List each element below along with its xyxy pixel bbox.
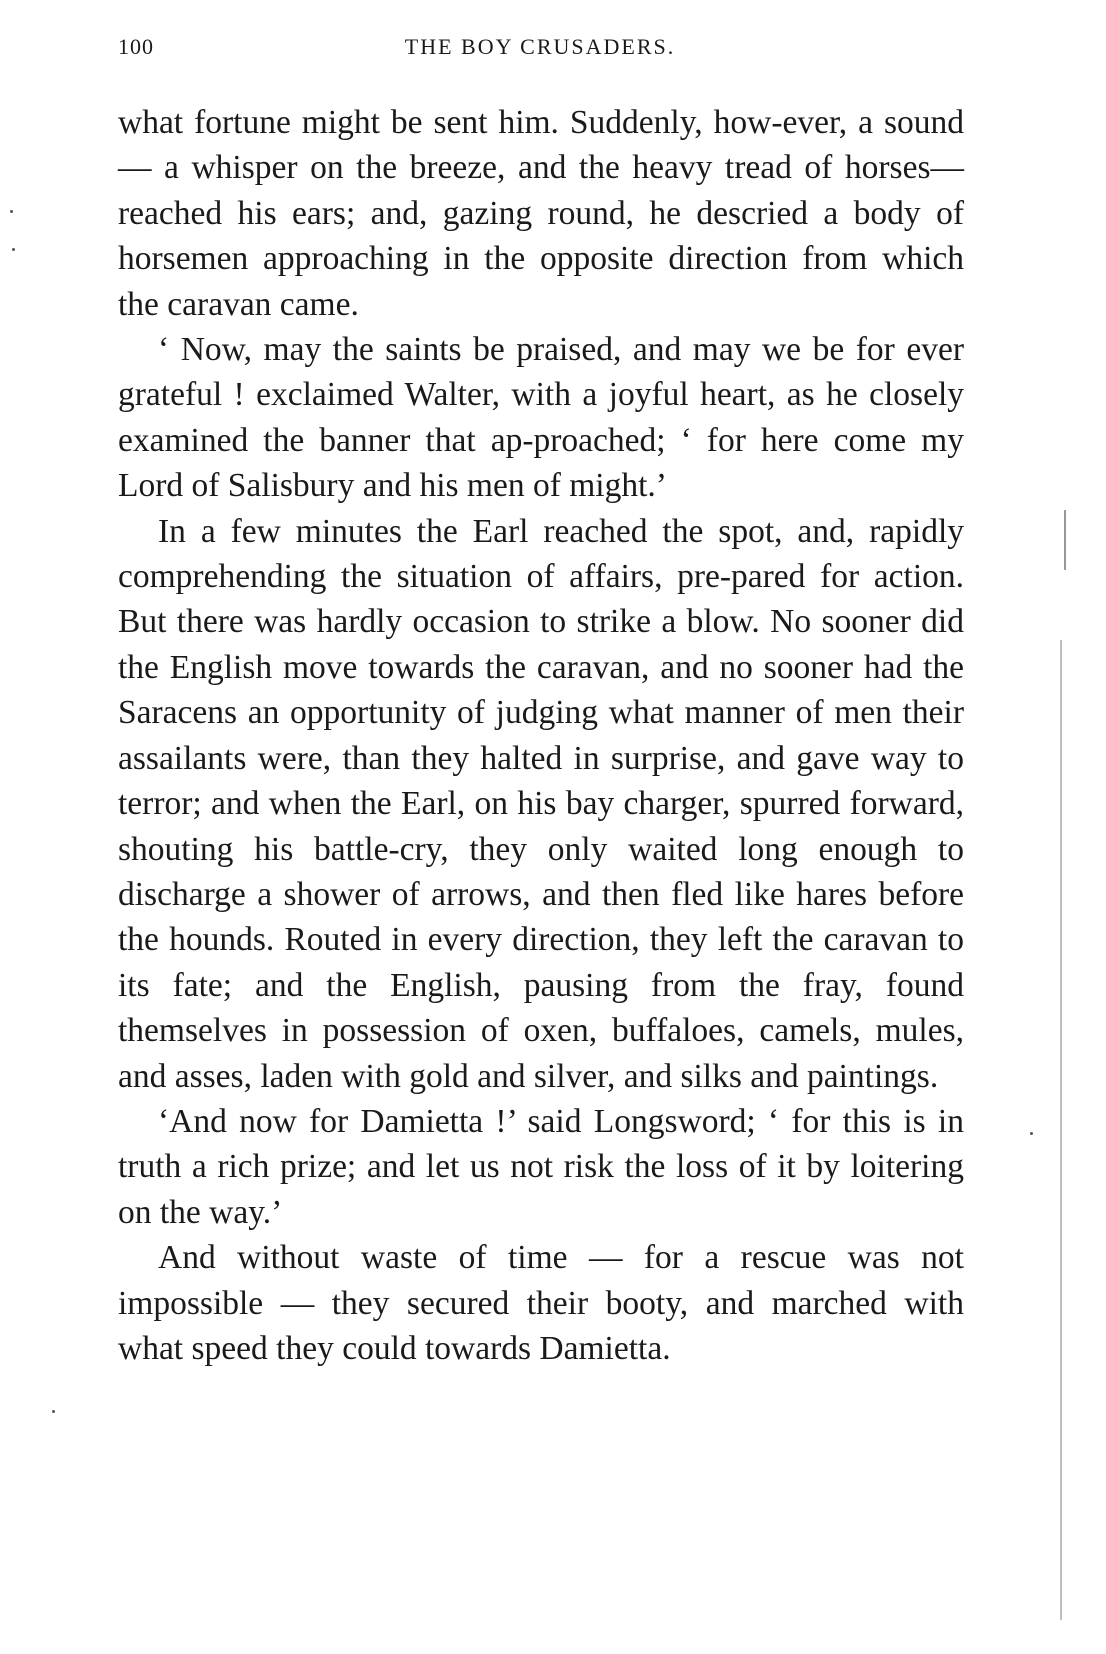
paragraph-2: ‘ Now, may the saints be praised, and may we be for ever grateful ! exclaimed Walter, with a joyful heart, as he closely examined the banner that ap-proached; ‘ for here come my Lord of Salisbury and his men of might.’	[118, 331, 964, 505]
paragraph-1: what fortune might be sent him. Suddenly, how-ever, a sound— a whisper on the breeze, and the heavy tread of horses—reached his ears; and, gazing round, he descried a body of horsemen approaching in the opposite direction from which the caravan came.	[118, 104, 964, 323]
scan-speck	[12, 248, 15, 251]
page-number: 100	[118, 34, 154, 59]
scan-speck	[52, 1410, 55, 1413]
scan-speck	[1030, 1132, 1033, 1135]
page-header	[118, 34, 962, 64]
running-title: THE BOY CRUSADERS.	[404, 34, 676, 59]
paragraph-5: And without waste of time — for a rescue was not impossible — they secured their booty, and marched with what speed they could towards Damietta.	[118, 1239, 964, 1367]
scan-edge-mark	[1064, 510, 1066, 570]
scan-speck	[10, 210, 13, 213]
paragraph-3: In a few minutes the Earl reached the spot, and, rapidly comprehending the situation of affairs, pre-pared for action. But there was hardly occasion to strike a blow. No sooner did the English move towards the caravan, and no sooner had the Saracens an opportunity of judging what manner of men their assailants were, than they halted in surprise, and gave way to terror; and when the Earl, on his bay charger, spurred forward, shouting his battle-cry, they only waited long enough to discharge a shower of arrows, and then fled like hares before the hounds. Routed in every direction, they left the caravan to its fate; and the English, pausing from the fray, found themselves in possession of oxen, buffaloes, camels, mules, and asses, laden with gold and silver, and silks and paintings.	[118, 512, 964, 1095]
scan-edge-mark	[1060, 640, 1062, 1620]
paragraph-4: ‘And now for Damietta !’ said Longsword; ‘ for this is in truth a rich prize; and let us not risk the loss of it by loitering on the way.’	[118, 1102, 964, 1231]
body-text	[118, 100, 964, 1371]
